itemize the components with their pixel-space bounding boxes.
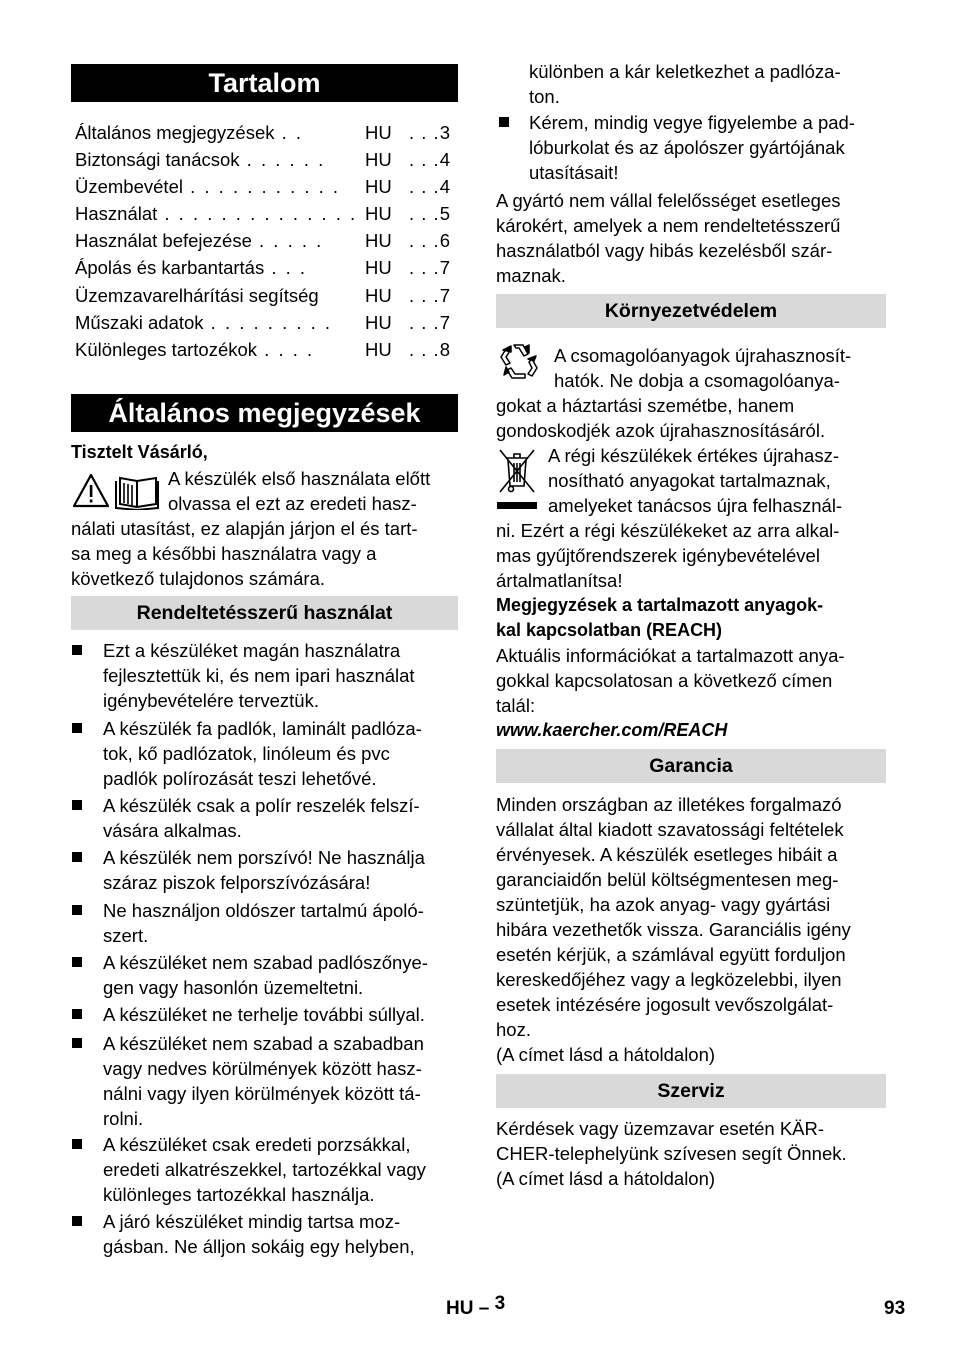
bullet-line: lóburkolat és az ápolószer gyártójának (529, 137, 845, 158)
toc-entry-label: Biztonsági tanácsok (75, 149, 240, 170)
bullet-marker (72, 905, 82, 915)
old-devices-line: ni. Ezért a régi készülékeket az arra alkal- (496, 520, 840, 541)
bullet-marker (499, 117, 509, 127)
reach-line: talál: (496, 695, 536, 716)
bullet-line: padlók polírozását teszi lehetővé. (103, 768, 377, 789)
warranty-line: garanciaidőn belül költségmentesen meg- (496, 869, 839, 890)
toc-entry[interactable] (75, 119, 458, 146)
warranty-line: vállalat által kiadott szavatossági feltételek (496, 819, 844, 840)
warranty-line: kereskedőjéhez vagy a legközelebbi, ilyen (496, 969, 842, 990)
footer-lang: HU (446, 1298, 474, 1319)
toc-entry[interactable] (75, 336, 458, 363)
toc-entry-page: . . .8 (409, 339, 451, 360)
continued-line: különben a kár keletkezhet a padlóza- (529, 61, 841, 82)
bullet-marker (72, 645, 82, 655)
bullet-marker (72, 723, 82, 733)
old-devices-line: mas gyűjtőrendszerek igénybevételével (496, 545, 820, 566)
toc-entry-page: . . .7 (409, 257, 451, 278)
toc-entry-lang: HU (365, 203, 392, 224)
toc-entry-dots: . . . . (257, 339, 315, 360)
bullet-line: A készüléket nem szabad padlószőnye- (103, 952, 428, 973)
old-devices-line: amelyeket tanácsos újra felhasznál- (548, 495, 843, 516)
warning-read-manual-icon (72, 472, 160, 510)
bullet-marker (72, 1009, 82, 1019)
bullet-line: nálni vagy ilyen körülmények között tá- (103, 1083, 421, 1104)
footer-section-ref (446, 1293, 506, 1320)
intro-line: sa meg a későbbi használatra vagy a (71, 543, 377, 564)
warranty-line: esetén kérjük, a számlával együtt forduljon (496, 944, 846, 965)
intro-line: következő tulajdonos számára. (71, 568, 325, 589)
toc-entry-page: . . .4 (409, 176, 451, 197)
toc-entry-lang: HU (365, 230, 392, 251)
toc-entry-label: Üzembevétel (75, 176, 183, 197)
intro-line: nálati utasítást, ez alapján járjon el és tart- (71, 518, 418, 539)
old-devices-line: ártalmatlanítsa! (496, 570, 623, 591)
warranty-line: esetek intézésére jogosult vevőszolgálat- (496, 994, 834, 1015)
bullet-line: Ezt a készüléket magán használatra (103, 640, 401, 661)
bullet-marker (72, 957, 82, 967)
toc-entry-label: Általános megjegyzések (75, 122, 275, 143)
bullet-line: különleges tartozékkal használja. (103, 1184, 375, 1205)
warranty-line: szüntetjük, ha azok anyag- vagy gyártási (496, 894, 831, 915)
reach-heading: Megjegyzések a tartalmazott anyagok- (496, 595, 824, 615)
disclaimer-line: károkért, amelyek a nem rendeltetésszerű (496, 215, 841, 236)
toc-entry-lang: HU (365, 122, 392, 143)
toc-entry[interactable] (75, 200, 458, 227)
bullet-marker (72, 1038, 82, 1048)
bullet-marker (72, 1139, 82, 1149)
toc-entry[interactable] (75, 282, 458, 309)
toc-entry-label: Használat befejezése (75, 230, 252, 251)
bullet-line: igénybevételére terveztük. (103, 690, 319, 711)
reach-heading: kal kapcsolatban (REACH) (496, 620, 723, 640)
warranty-line: (A címet lásd a hátoldalon) (496, 1044, 716, 1065)
service-title: Szerviz (496, 1074, 886, 1108)
toc-entry-label: Ápolás és karbantartás (75, 257, 265, 278)
service-line: (A címet lásd a hátoldalon) (496, 1168, 716, 1189)
toc-entry-dots: . . . . . . . . . . . . . . (157, 203, 358, 224)
toc-entry-page: . . .7 (409, 285, 451, 306)
bullet-line: A készüléket ne terhelje további súllyal. (103, 1004, 425, 1025)
old-devices-line: A régi készülékek értékes újrahasz- (548, 445, 839, 466)
bullet-line: A készülék fa padlók, laminált padlóza- (103, 718, 422, 739)
reach-line: gokkal kapcsolatosan a következő címen (496, 670, 833, 691)
packaging-line: gokat a háztartási szemétbe, hanem (496, 395, 795, 416)
bullet-marker (72, 1216, 82, 1226)
bullet-line: tok, kő padlózatok, linóleum és pvc (103, 743, 390, 764)
service-line: Kérdések vagy üzemzavar esetén KÄR- (496, 1118, 825, 1139)
bullet-marker (72, 852, 82, 862)
toc-entry-lang: HU (365, 257, 392, 278)
intended-use-title: Rendeltetésszerű használat (71, 596, 458, 630)
toc-entry-label: Különleges tartozékok (75, 339, 258, 360)
bullet-line: A készülék nem porszívó! Ne használja (103, 847, 425, 868)
packaging-line: gondoskodjék azok újrahasznosításáról. (496, 420, 826, 441)
bullet-line: vagy nedves körülmények között hasz- (103, 1058, 422, 1079)
bullet-line: eredeti alkatrészekkel, tartozékkal vagy (103, 1159, 426, 1180)
bullet-line: fejlesztettük ki, és nem ipari használat (103, 665, 415, 686)
footer-section-page: 3 (494, 1293, 506, 1314)
old-devices-line: nosítható anyagokat tartalmaznak, (548, 470, 831, 491)
intro-line: A készülék első használata előtt (168, 468, 431, 489)
disclaimer-line: maznak. (496, 265, 566, 286)
crossed-out-bin-icon (496, 446, 540, 512)
toc-entry[interactable] (75, 227, 458, 254)
disclaimer-line: A gyártó nem vállal felelősséget esetleges (496, 190, 841, 211)
toc-entry-dots: . . . . . . . . . . . (182, 176, 341, 197)
toc-entry-page: . . .5 (409, 203, 451, 224)
toc-entry-lang: HU (365, 149, 392, 170)
intro-line: olvassa el ezt az eredeti hasz- (168, 493, 417, 514)
toc-entry-page: . . .6 (409, 230, 451, 251)
warranty-title: Garancia (496, 749, 886, 783)
toc-entry-label: Műszaki adatok (75, 312, 204, 333)
bullet-line: szert. (103, 925, 149, 946)
warranty-line: Minden országban az illetékes forgalmazó (496, 794, 842, 815)
bullet-line: gen vagy hasonlón üzemeltetni. (103, 977, 364, 998)
toc-entry-dots: . . . . . . . . . (203, 312, 333, 333)
environment-title: Környezetvédelem (496, 294, 886, 328)
bullet-line: gásban. Ne álljon sokáig egy helyben, (103, 1236, 415, 1257)
toc-entry-lang: HU (365, 285, 392, 306)
bullet-line: A készüléket nem szabad a szabadban (103, 1033, 424, 1054)
toc-entry-dots: . . . . . (251, 230, 324, 251)
toc-entry[interactable] (75, 254, 458, 281)
toc-title: Tartalom (71, 64, 458, 102)
service-line: CHER-telephelyünk szívesen segít Önnek. (496, 1143, 847, 1164)
continued-line: ton. (529, 86, 560, 107)
bullet-line: utasításait! (529, 162, 619, 183)
packaging-line: A csomagolóanyagok újrahasznosít- (554, 345, 852, 366)
reach-url-link[interactable]: www.kaercher.com/REACH (496, 720, 728, 740)
warranty-line: hibára vezethetők vissza. Garanciális igény (496, 919, 851, 940)
bullet-line: A járó készüléket mindig tartsa moz- (103, 1211, 401, 1232)
toc-entry[interactable] (75, 173, 458, 200)
toc-entry[interactable] (75, 146, 458, 173)
bullet-marker (72, 800, 82, 810)
toc-entry-lang: HU (365, 312, 392, 333)
toc-entry-lang: HU (365, 339, 392, 360)
toc-entry[interactable] (75, 309, 458, 336)
bullet-line: A készülék csak a polír reszelék felszí- (103, 795, 420, 816)
footer-dash: – (478, 1298, 490, 1319)
bullet-line: vására alkalmas. (103, 820, 242, 841)
bullet-line: Kérem, mindig vegye figyelembe a pad- (529, 112, 855, 133)
toc-entry-label: Használat (75, 203, 158, 224)
general-section-title: Általános megjegyzések (71, 394, 458, 432)
page-number: 93 (884, 1298, 906, 1319)
warranty-line: hoz. (496, 1019, 531, 1040)
packaging-line: hatók. Ne dobja a csomagolóanya- (554, 370, 840, 391)
toc-entry-label: Üzemzavarelhárítási segítség (75, 285, 319, 306)
recycle-icon (498, 341, 540, 381)
bullet-line: rolni. (103, 1108, 144, 1129)
greeting: Tisztelt Vásárló, (71, 442, 208, 462)
warranty-line: érvényesek. A készülék esetleges hibáit a (496, 844, 838, 865)
toc-entry-page: . . .3 (409, 122, 451, 143)
disclaimer-line: használatból vagy hibás kezelésből szár- (496, 240, 833, 261)
toc-entry-lang: HU (365, 176, 392, 197)
bullet-line: A készüléket csak eredeti porzsákkal, (103, 1134, 411, 1155)
toc-entry-page: . . .4 (409, 149, 451, 170)
bullet-line: Ne használjon oldószer tartalmú ápoló- (103, 900, 424, 921)
toc-entry-dots: . . . . . . (239, 149, 326, 170)
toc-entry-dots: . . (274, 122, 304, 143)
reach-line: Aktuális információkat a tartalmazott anya- (496, 645, 845, 666)
bullet-line: száraz piszok felporszívózására! (103, 872, 371, 893)
toc-entry-dots: . . . (264, 257, 308, 278)
toc-entry-page: . . .7 (409, 312, 451, 333)
